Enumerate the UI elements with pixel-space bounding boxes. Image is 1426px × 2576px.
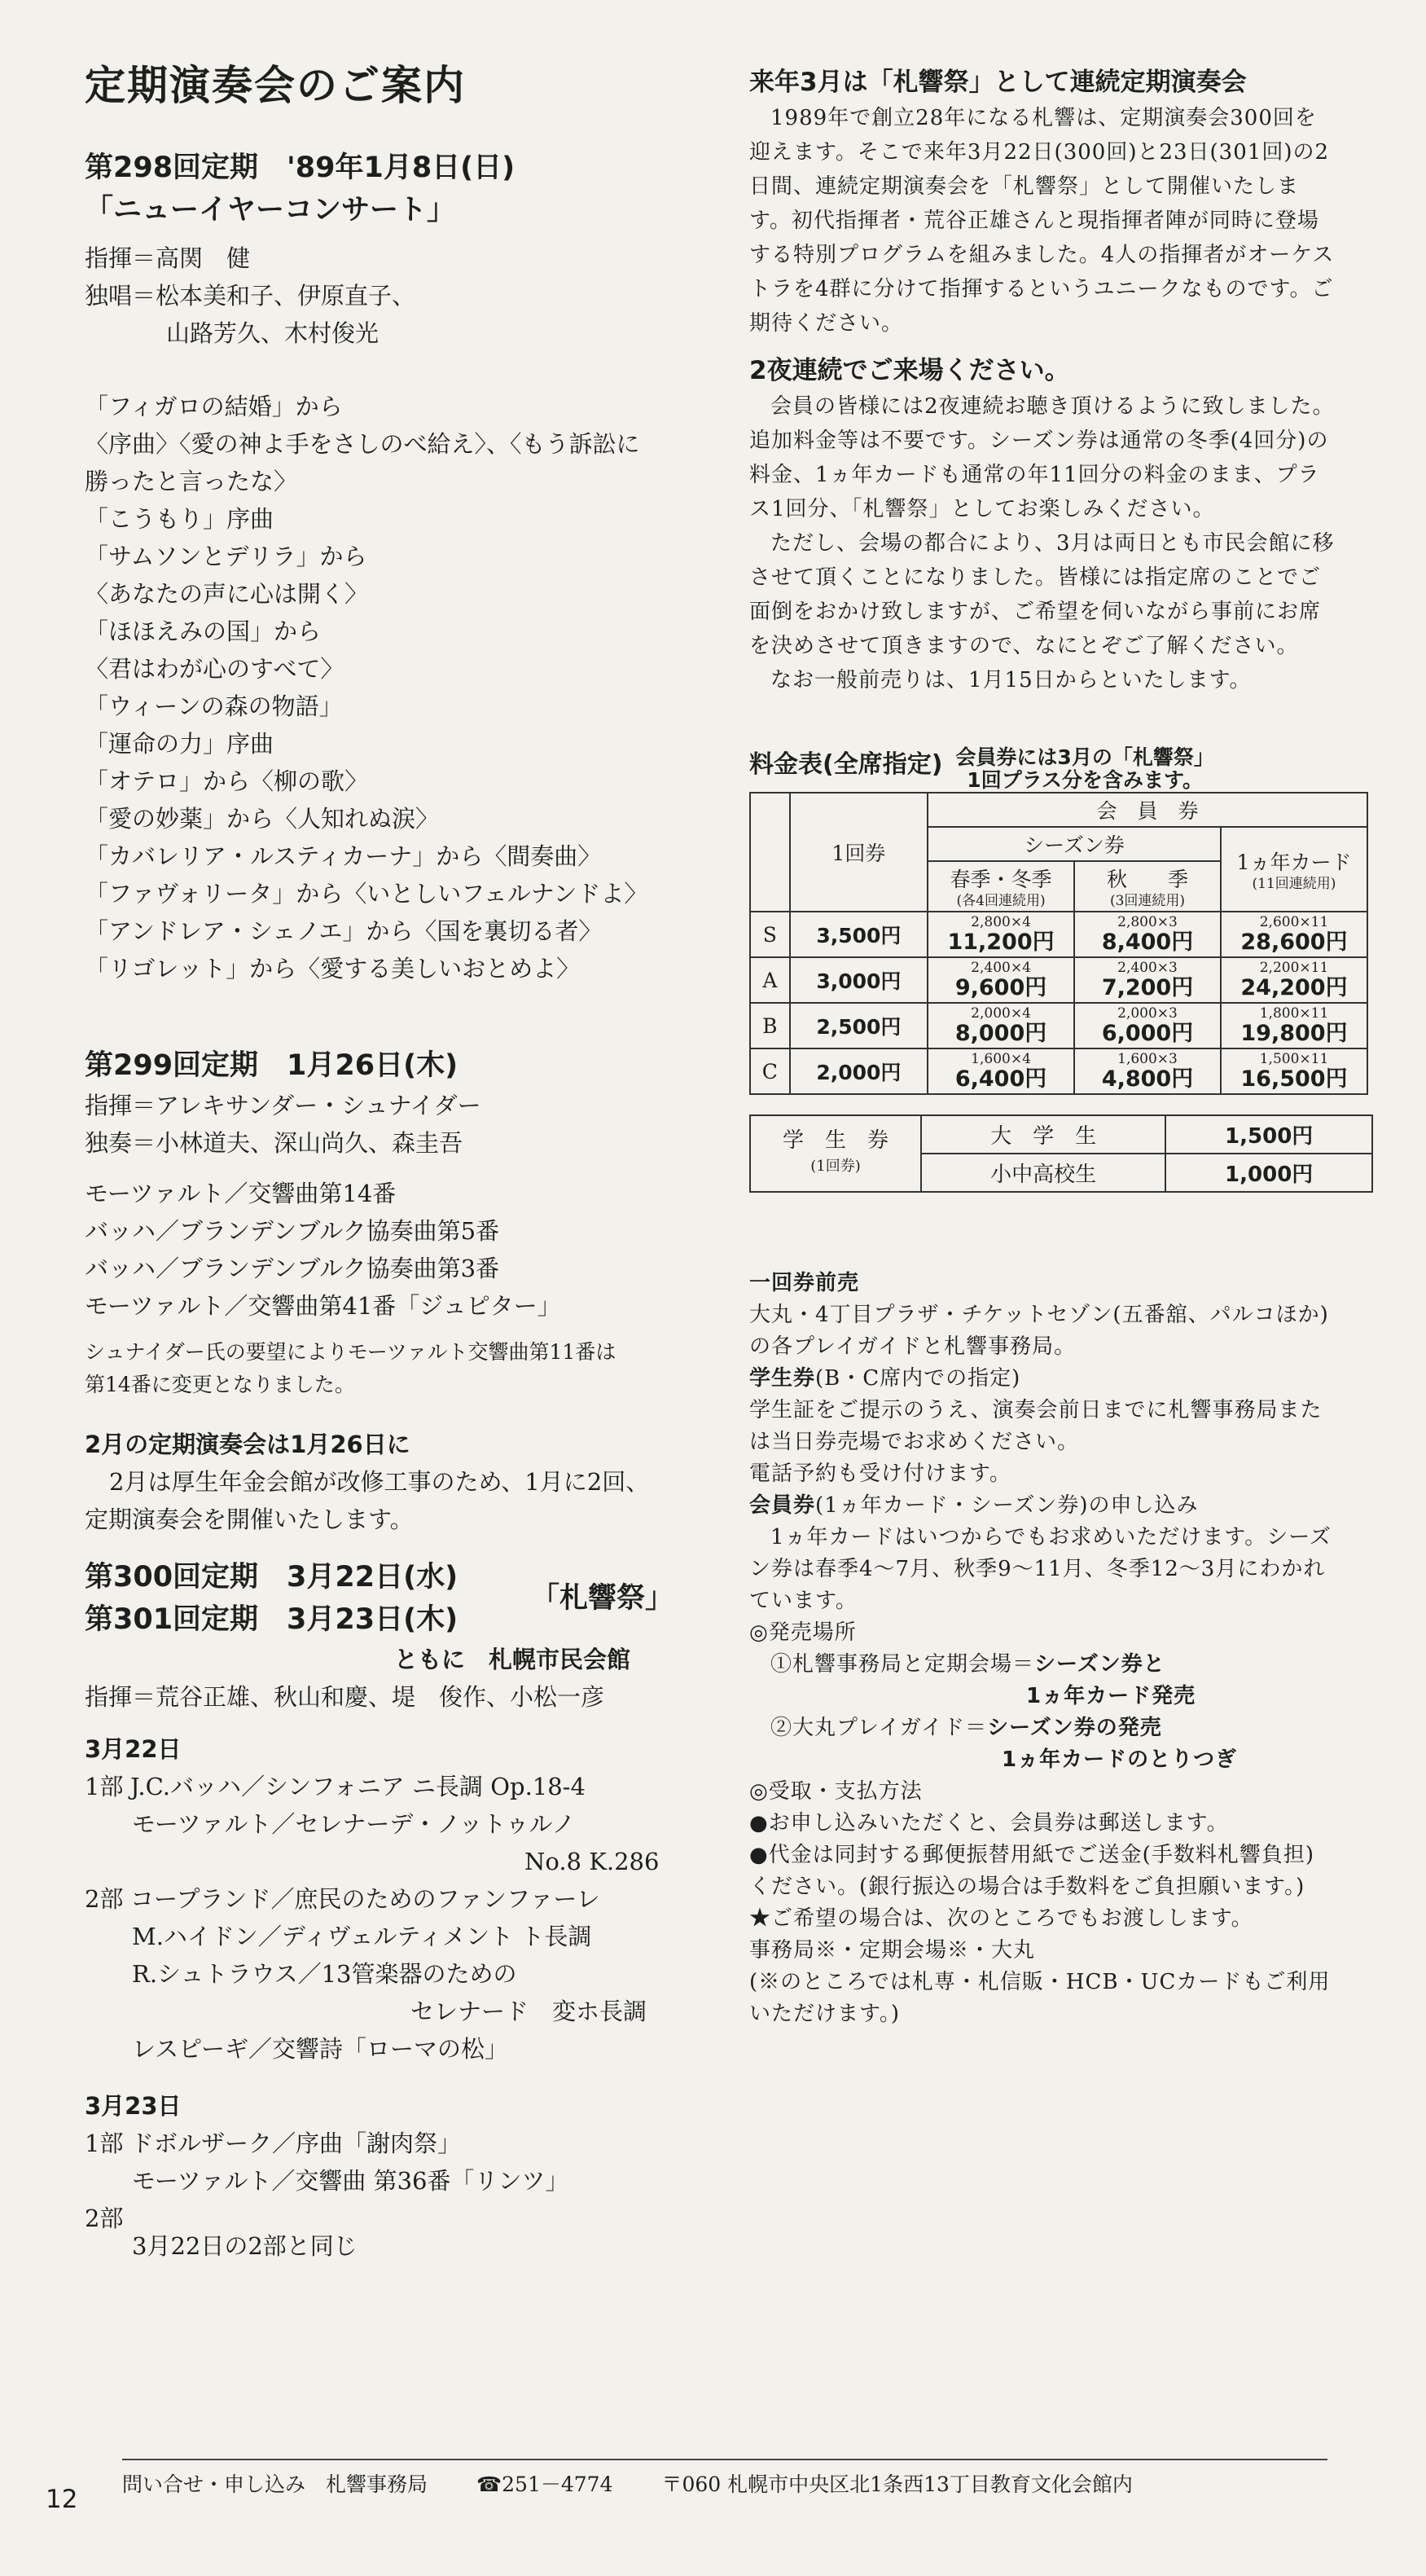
amount: 6,400円: [954, 1066, 1047, 1092]
annual-caption: (11回連続用): [1252, 876, 1336, 892]
seat-class: S: [750, 912, 790, 957]
calc: 2,400×4: [971, 960, 1031, 976]
sales-info: [749, 1268, 1336, 2030]
program-item: ドボルザーク／序曲「謝肉祭」: [130, 2130, 462, 2157]
program-item: 「サムソンとデリラ」から: [85, 543, 367, 570]
spring-label: 春季・冬季: [950, 868, 1052, 891]
spring-price: [928, 957, 1074, 1003]
two-nights-heading: 2夜連続でご来場ください。: [749, 356, 1070, 385]
autumn-price: [1074, 912, 1221, 957]
spring-price: [928, 1048, 1074, 1094]
payment-item: ★ご希望の場合は、次のところでもお渡しします。: [749, 1906, 1253, 1931]
calc: 2,200×11: [1259, 960, 1329, 976]
student-ticket-phone: 電話予約も受け付けます。: [749, 1462, 1011, 1486]
student-ticket-text: 学生証をご提示のうえ、演奏会前日までに札響事務局または当日券売場でお求めください。: [749, 1398, 1323, 1454]
concert-299-heading: 第299回定期 1月26日(木): [85, 1049, 459, 1082]
sales-place-1: ①札響事務局と定期会場＝: [770, 1652, 1035, 1677]
annual-price: [1221, 1048, 1367, 1094]
student-label: 学 生 券: [782, 1128, 889, 1153]
sapporo-festival-heading: 来年3月は「札響祭」として連続定期演奏会: [749, 68, 1247, 97]
two-nights-text-presale: なお一般前売りは、1月15日からといたします。: [770, 668, 1252, 692]
february-notice-text: 2月は厚生年金会館が改修工事のため、1月に2回、: [109, 1468, 650, 1496]
two-nights-text: 会員の皆様には2夜連続お聴き頂けるように致しました。追加料金等は不要です。シーズン券は通常の冬季(4回分)の料金、1ヵ年カードも通常の年11回分の料金のまま、プラス1回分、「札響祭」としてお楽しみください。: [749, 394, 1335, 521]
sales-place-2-item: シーズン券の発売: [987, 1716, 1162, 1740]
school-price: 1,000円: [1165, 1154, 1372, 1192]
footer: [122, 2459, 1327, 2498]
program-item: 「カバレリア・ルスティカーナ」から〈間奏曲〉: [85, 842, 602, 870]
concert-298-soloists: 独唱＝松本美和子、伊原直子、: [85, 282, 416, 310]
payment-item: ●代金は同封する郵便振替用紙でご送金(手数料札響負担)ください。(銀行振込の場合は手数料をご負担願います。): [749, 1843, 1314, 1899]
student-ticket-label: [750, 1115, 921, 1192]
autumn-caption: (3回連続用): [1109, 893, 1186, 909]
table-row: [750, 957, 1367, 1003]
concert-298-heading: 第298回定期 '89年1月8日(日): [85, 152, 516, 184]
fee-table: [749, 792, 1368, 1095]
payment-card-note: (※のところでは札専・札信販・HCB・UCカードもご利用いただけます。): [749, 1970, 1331, 2026]
table-row: [750, 1115, 1372, 1154]
program-item: 「アンドレア・シェノエ」から〈国を裏切る者〉: [85, 917, 603, 945]
date-march-23: 3月23日: [85, 2092, 182, 2120]
amount: 11,200円: [947, 930, 1055, 955]
concert-299-conductor: 指揮＝アレキサンダー・シュナイダー: [85, 1092, 481, 1119]
fee-season-header: シーズン券: [928, 827, 1221, 861]
fee-spring-header: [928, 861, 1074, 912]
seat-class: B: [750, 1003, 790, 1048]
concert-298-conductor: 指揮＝高関 健: [85, 244, 251, 272]
member-ticket-note: (1ヵ年カード・シーズン券)の申し込み: [815, 1493, 1199, 1518]
autumn-price: [1074, 957, 1221, 1003]
autumn-price: [1074, 1048, 1221, 1094]
right-column: [749, 64, 1352, 2030]
seat-class: A: [750, 957, 790, 1003]
program-item: M.ハイドン／ディヴェルティメント ト長調: [132, 1923, 592, 1950]
concert-venue: ともに 札幌市民会館: [394, 1646, 631, 1673]
fee-single-header: 1回券: [790, 793, 928, 912]
calc: 2,000×4: [971, 1005, 1031, 1022]
sales-place-1-item: シーズン券と: [1034, 1652, 1165, 1677]
program-item: バッハ／ブランデンブルク協奏曲第5番: [85, 1217, 500, 1245]
annual-price: [1221, 957, 1367, 1003]
single-presale-text: 大丸・4丁目プラザ・チケットセゾン(五番舘、パルコほか)の各プレイガイドと札響事務局。: [749, 1303, 1329, 1359]
student-fee-table: [749, 1114, 1373, 1193]
program-item: モーツァルト／交響曲 第36番「リンツ」: [132, 2167, 569, 2195]
left-column: [85, 57, 687, 2265]
calc: 1,600×3: [1117, 1051, 1178, 1067]
amount: 19,800円: [1240, 1021, 1348, 1046]
school-label: 小中高校生: [921, 1154, 1165, 1192]
program-item: 〈君はわが心のすべて〉: [85, 655, 344, 683]
calc: 2,800×3: [1117, 914, 1178, 930]
sales-place-2: ②大丸プレイガイド＝: [770, 1716, 988, 1740]
sales-place-2-item-cont: 1ヵ年カードのとりつぎ: [1002, 1747, 1238, 1772]
fee-autumn-header: [1074, 861, 1221, 912]
date-march-22: 3月22日: [85, 1735, 182, 1763]
program-item: 〈序曲〉〈愛の神よ手をさしのべ給え〉、〈もう訴訟に: [85, 430, 640, 458]
member-ticket-heading: 会員券: [749, 1493, 816, 1518]
annual-label: 1ヵ年カード: [1236, 851, 1352, 874]
program-item: 〈あなたの声に心は開く〉: [85, 580, 369, 608]
part-label: 2部: [85, 1885, 124, 1913]
part-label: 1部: [85, 1773, 124, 1800]
program-item: J.C.バッハ／シンフォニア ニ長調 Op.18-4: [130, 1773, 586, 1800]
calc: 2,400×3: [1117, 960, 1178, 976]
sapporo-festival-text: 1989年で創立28年になる札響は、定期演奏会300回を迎えます。そこで来年3月22日(300回)と23日(301回)の2日間、連続定期演奏会を「札響祭」として開催いたします。初代指揮者・荒谷正雄さんと現指揮者陣が同時に登場する特別プログラムを組みました。4人の指揮者がオーケストラを4群に分けて指揮するというユニークなものです。ご期待ください。: [749, 106, 1335, 336]
member-ticket-text: 1ヵ年カードはいつからでもお求めいただけます。シーズン券は春季4〜7月、秋季9〜11月、冬季12〜3月にわかれています。: [749, 1525, 1332, 1613]
concert-298-program: [85, 388, 687, 987]
page-title: 定期演奏会のご案内: [85, 62, 466, 109]
single-price: 3,500円: [790, 912, 928, 957]
student-ticket-note: (B・C席内での指定): [815, 1366, 1021, 1391]
calc: 1,500×11: [1259, 1051, 1329, 1067]
amount: 8,400円: [1101, 930, 1194, 955]
footer-phone: ☎251－4774: [476, 2473, 613, 2496]
calc: 2,800×4: [971, 914, 1031, 930]
program-item: 「オテロ」から〈柳の歌〉: [85, 767, 369, 795]
amount: 28,600円: [1240, 930, 1348, 955]
amount: 6,000円: [1101, 1021, 1194, 1046]
fee-note: 会員券には3月の「札響祭」: [955, 745, 1214, 769]
spring-price: [928, 912, 1074, 957]
program-change-note-cont: 第14番に変更となりました。: [85, 1373, 355, 1396]
payment-heading: ◎受取・支払方法: [749, 1779, 923, 1804]
single-price: 3,000円: [790, 957, 928, 1003]
spring-price: [928, 1003, 1074, 1048]
part-label: 1部: [85, 2130, 124, 2157]
sales-place-heading: ◎発売場所: [749, 1620, 857, 1645]
payment-places: 事務局※・定期会場※・大丸: [749, 1938, 1036, 1963]
single-price: 2,000円: [790, 1048, 928, 1094]
fee-annual-header: [1221, 827, 1367, 912]
amount: 16,500円: [1240, 1066, 1348, 1092]
program-change-note: シュナイダー氏の要望によりモーツァルト交響曲第11番は: [85, 1340, 616, 1364]
amount: 8,000円: [954, 1021, 1047, 1046]
program-item: セレナード 変ホ長調: [410, 1998, 647, 2025]
amount: 9,600円: [954, 975, 1047, 1000]
program-item: 「リゴレット」から〈愛する美しいおとめよ〉: [85, 955, 581, 982]
program-item: No.8 K.286: [524, 1848, 660, 1875]
fee-table-heading: 料金表(全席指定): [749, 750, 943, 779]
spring-caption: (各4回連続用): [956, 893, 1046, 909]
single-price: 2,500円: [790, 1003, 928, 1048]
calc: 2,600×11: [1259, 914, 1329, 930]
program-item: R.シュトラウス／13管楽器のための: [132, 1960, 517, 1988]
concert-300-conductors: 指揮＝荒谷正雄、秋山和慶、堤 俊作、小松一彦: [85, 1683, 605, 1711]
program-item: 3月22日の2部と同じ: [132, 2232, 358, 2260]
program-item: 「愛の妙薬」から〈人知れぬ涙〉: [85, 805, 440, 833]
footer-address: 〒060 札幌市中央区北1条西13丁目教育文化会館内: [661, 2473, 1133, 2496]
payment-item: ●お申し込みいただくと、会員券は郵送します。: [749, 1811, 1229, 1835]
calc: 1,800×11: [1259, 1005, 1329, 1022]
part-label: 2部: [85, 2205, 124, 2232]
february-notice-text-cont: 定期演奏会を開催いたします。: [85, 1506, 414, 1533]
concert-298-subtitle: 「ニューイヤーコンサート」: [85, 194, 456, 226]
calc: 1,600×4: [971, 1051, 1031, 1067]
annual-price: [1221, 1003, 1367, 1048]
program-item: 「運命の力」序曲: [85, 730, 274, 758]
february-notice-heading: 2月の定期演奏会は1月26日に: [85, 1431, 410, 1458]
table-cell: [750, 793, 790, 912]
program-item: 「ファヴォリータ」から〈いとしいフェルナンドよ〉: [85, 880, 648, 908]
program-item: モーツァルト／セレナーデ・ノットゥルノ: [132, 1810, 576, 1838]
program-item: レスピーギ／交響詩「ローマの松」: [132, 2035, 508, 2063]
calc: 2,000×3: [1117, 1005, 1178, 1022]
annual-price: [1221, 912, 1367, 957]
concert-300-heading: 第300回定期 3月22日(水): [85, 1561, 459, 1594]
program-item: 「ほほえみの国」から: [85, 618, 322, 645]
concert-299-soloists: 独奏＝小林道夫、深山尚久、森圭吾: [85, 1129, 463, 1157]
amount: 7,200円: [1101, 975, 1194, 1000]
seat-class: C: [750, 1048, 790, 1094]
student-caption: (1回券): [810, 1158, 861, 1175]
fee-note-cont: 1回プラス分を含みます。: [967, 768, 1203, 792]
program-item: 「ウィーンの森の物語」: [85, 692, 343, 720]
page-number: 12: [46, 2485, 78, 2514]
autumn-price: [1074, 1003, 1221, 1048]
two-nights-text-venue: ただし、会場の都合により、3月は両日とも市民会館に移させて頂くことになりました。皆様には指定席のことでご面倒をおかけ致しますが、ご希望を伺いながら事前にお席を決めさせて頂きますので、なにとぞご了解ください。: [749, 531, 1335, 658]
footer-contact: 問い合せ・申し込み 札響事務局: [122, 2473, 428, 2496]
table-row: [750, 912, 1367, 957]
university-price: 1,500円: [1165, 1115, 1372, 1154]
program-item: 勝ったと言ったな〉: [85, 468, 298, 495]
sales-place-1-item-cont: 1ヵ年カード発売: [1026, 1684, 1196, 1708]
program-item: コープランド／庶民のためのファンファーレ: [130, 1885, 600, 1913]
program-item: モーツァルト／交響曲第14番: [85, 1180, 397, 1207]
fee-member-header: 会 員 券: [928, 793, 1367, 827]
concert-301-heading: 第301回定期 3月23日(木): [85, 1603, 459, 1636]
program-item: バッハ／ブランデンブルク協奏曲第3番: [85, 1255, 500, 1282]
amount: 24,200円: [1240, 975, 1348, 1000]
amount: 4,800円: [1101, 1066, 1194, 1092]
program-item: 「こうもり」序曲: [85, 505, 274, 533]
concert-298-soloists-cont: 山路芳久、木村俊光: [166, 319, 380, 347]
student-ticket-heading: 学生券: [749, 1366, 816, 1391]
program-item: 「フィガロの結婚」から: [85, 393, 343, 420]
program-item: モーツァルト／交響曲第41番「ジュピター」: [85, 1292, 561, 1320]
university-label: 大 学 生: [921, 1115, 1165, 1154]
sapporo-festival-title: 「札響祭」: [531, 1582, 674, 1615]
autumn-label: 秋 季: [1107, 868, 1189, 891]
single-presale-heading: 一回券前売: [749, 1271, 860, 1295]
table-row: [750, 1003, 1367, 1048]
table-row: [750, 1048, 1367, 1094]
